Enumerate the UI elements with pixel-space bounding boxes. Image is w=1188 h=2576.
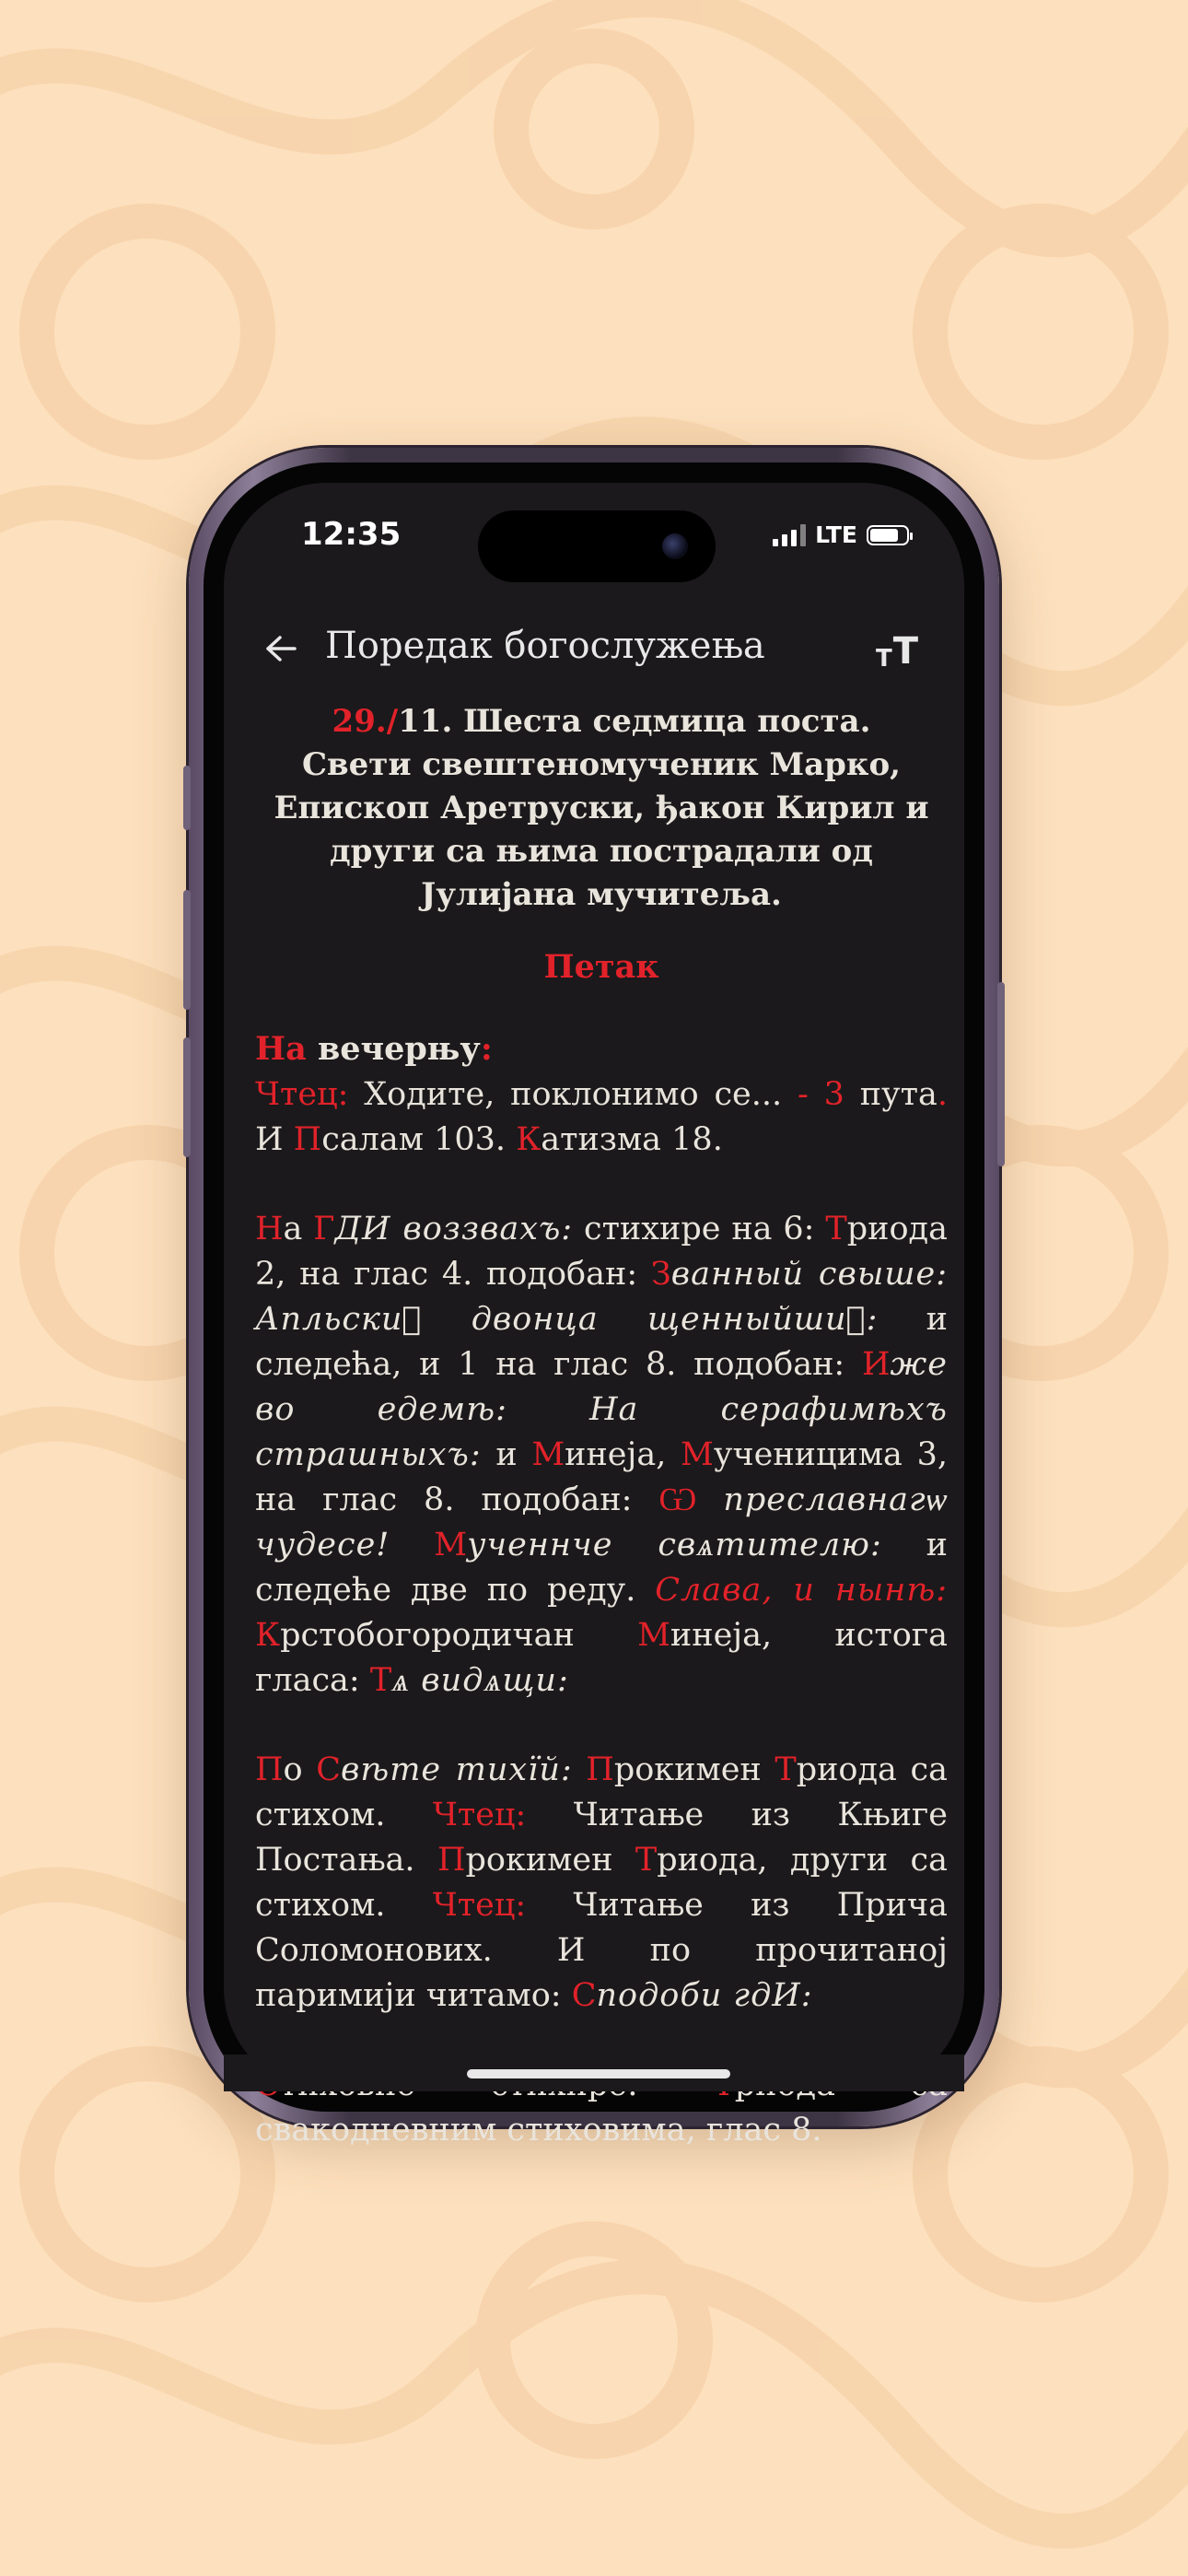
power-button	[997, 982, 1005, 1166]
home-indicator[interactable]	[467, 2069, 730, 2078]
day-heading: 29./11. Шеста седмица поста. Свети свештеномученик Марко, Епископ Аретруски, ђакон Кирил и други са њима пострадали од Јулијана мучитеља.	[274, 703, 929, 913]
service-text	[255, 700, 948, 2197]
screen	[224, 483, 964, 2149]
camera-icon	[662, 533, 688, 559]
battery-icon	[867, 525, 909, 545]
weekday-label: Петак	[543, 948, 659, 986]
phone-bezel	[204, 463, 984, 2149]
volume-up-button	[183, 890, 191, 1010]
status-icons	[773, 521, 909, 548]
dynamic-island	[478, 510, 716, 582]
app-header	[224, 612, 964, 685]
status-bar	[224, 483, 964, 593]
status-time: 12:35	[301, 516, 402, 553]
paragraph-readings: По Свѣте тихїй: Прокимен Триода са стихом. Чтец: Читање из Књиге Постања. Прокимен Триода, други са стихом. Чтец: Читање из Прича Соломонових. И по прочитаној паримији читамо: Сподоби гдИ:	[255, 1751, 948, 2014]
signal-icon	[773, 524, 806, 546]
mute-switch	[183, 766, 191, 830]
paragraph-aposticha: свакодневним стиховима, глас 8.	[255, 2112, 822, 2149]
paragraph-stichera: На ГДИ воззвахъ: стихире на 6: Триода 2, на глас 4. подобан: Званный свыше: Апльскиⷦ двонца щенныйшиⷦ: и следећа, и 1 на глас 8. подобан: Иже во едемѣ: На серафимѣхъ страшныхъ: и Минеја, Мученицима 3, на глас 8. подобан: Ѡ преславнагѡ чудесе! Мученнче свѧтителю: и следеће две по реду. Слава, и нынѣ: Крстобогородичан Минеја, истога гласа: Тѧ видѧщи:	[255, 1211, 948, 1699]
paragraph-vespers: На вечерњу: Чтец: Ходите, поклонимо се... - 3 пута. И Псалам 103. Катизма 18.	[255, 1030, 948, 1158]
phone-frame	[189, 448, 999, 2149]
network-label: LTE	[815, 521, 857, 548]
arrow-left-icon[interactable]	[253, 621, 309, 676]
page-title: Поредак богослужења	[325, 625, 765, 667]
volume-down-button	[183, 1037, 191, 1157]
text-size-icon[interactable]: T T	[875, 630, 918, 673]
